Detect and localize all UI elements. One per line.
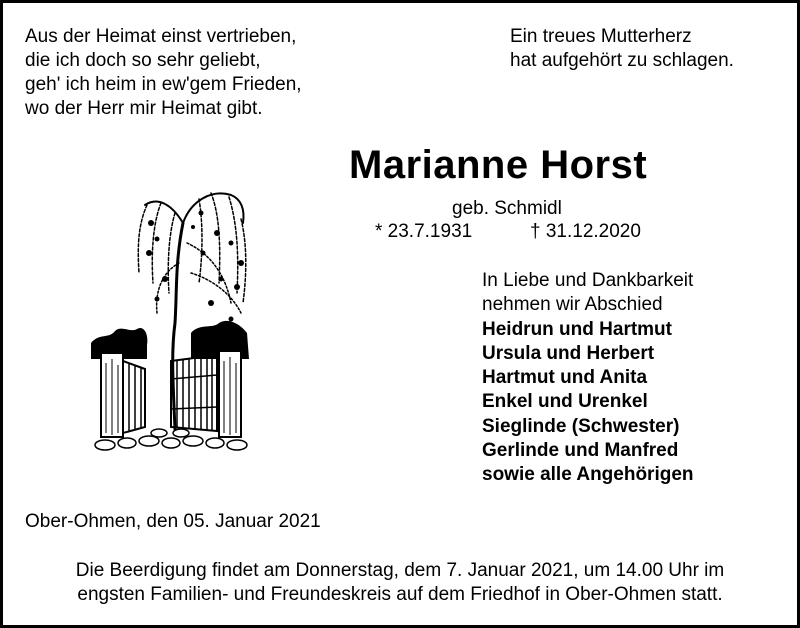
mourners-intro-line: nehmen wir Abschied (482, 294, 663, 316)
mourners-block (482, 269, 694, 488)
mourner-name: Sieglinde (Schwester) (482, 415, 680, 437)
poem-right-line: Ein treues Mutterherz (510, 26, 692, 47)
poem-left (25, 25, 302, 121)
poem-left-line: die ich doch so sehr geliebt, (25, 50, 261, 71)
deceased-name: Marianne Horst (349, 143, 648, 187)
poem-right (510, 25, 734, 73)
funeral-notice-line: Die Beerdigung findet am Donnerstag, dem 7. Januar 2021, um 14.00 Uhr im (75, 560, 725, 581)
birth-date: * 23.7.1931 (375, 221, 473, 242)
mourners-intro-line: In Liebe und Dankbarkeit (482, 270, 694, 291)
mourner-name: Hartmut und Anita (482, 367, 648, 389)
poem-left-line: geh' ich heim in ew'gem Frieden, (25, 74, 302, 95)
maiden-name: geb. Schmidl (452, 198, 562, 219)
poem-right-line: hat aufgehört zu schlagen. (510, 50, 734, 71)
poem-left-line: wo der Herr mir Heimat gibt. (25, 98, 263, 119)
death-date: † 31.12.2020 (530, 221, 641, 242)
mourner-name: sowie alle Angehörigen (482, 464, 694, 486)
mourner-name: Enkel und Urenkel (482, 391, 648, 413)
weeping-willow-garden-gate-icon (91, 183, 251, 455)
funeral-notice-line: engsten Familien- und Freundeskreis auf dem Friedhof in Ober-Ohmen statt. (77, 584, 723, 605)
funeral-notice (3, 559, 797, 607)
mourner-name: Heidrun und Hartmut (482, 318, 672, 340)
mourner-name: Ursula und Herbert (482, 342, 655, 364)
poem-left-line: Aus der Heimat einst vertrieben, (25, 26, 297, 47)
mourner-name: Gerlinde und Manfred (482, 440, 679, 462)
place-date: Ober-Ohmen, den 05. Januar 2021 (25, 511, 321, 532)
